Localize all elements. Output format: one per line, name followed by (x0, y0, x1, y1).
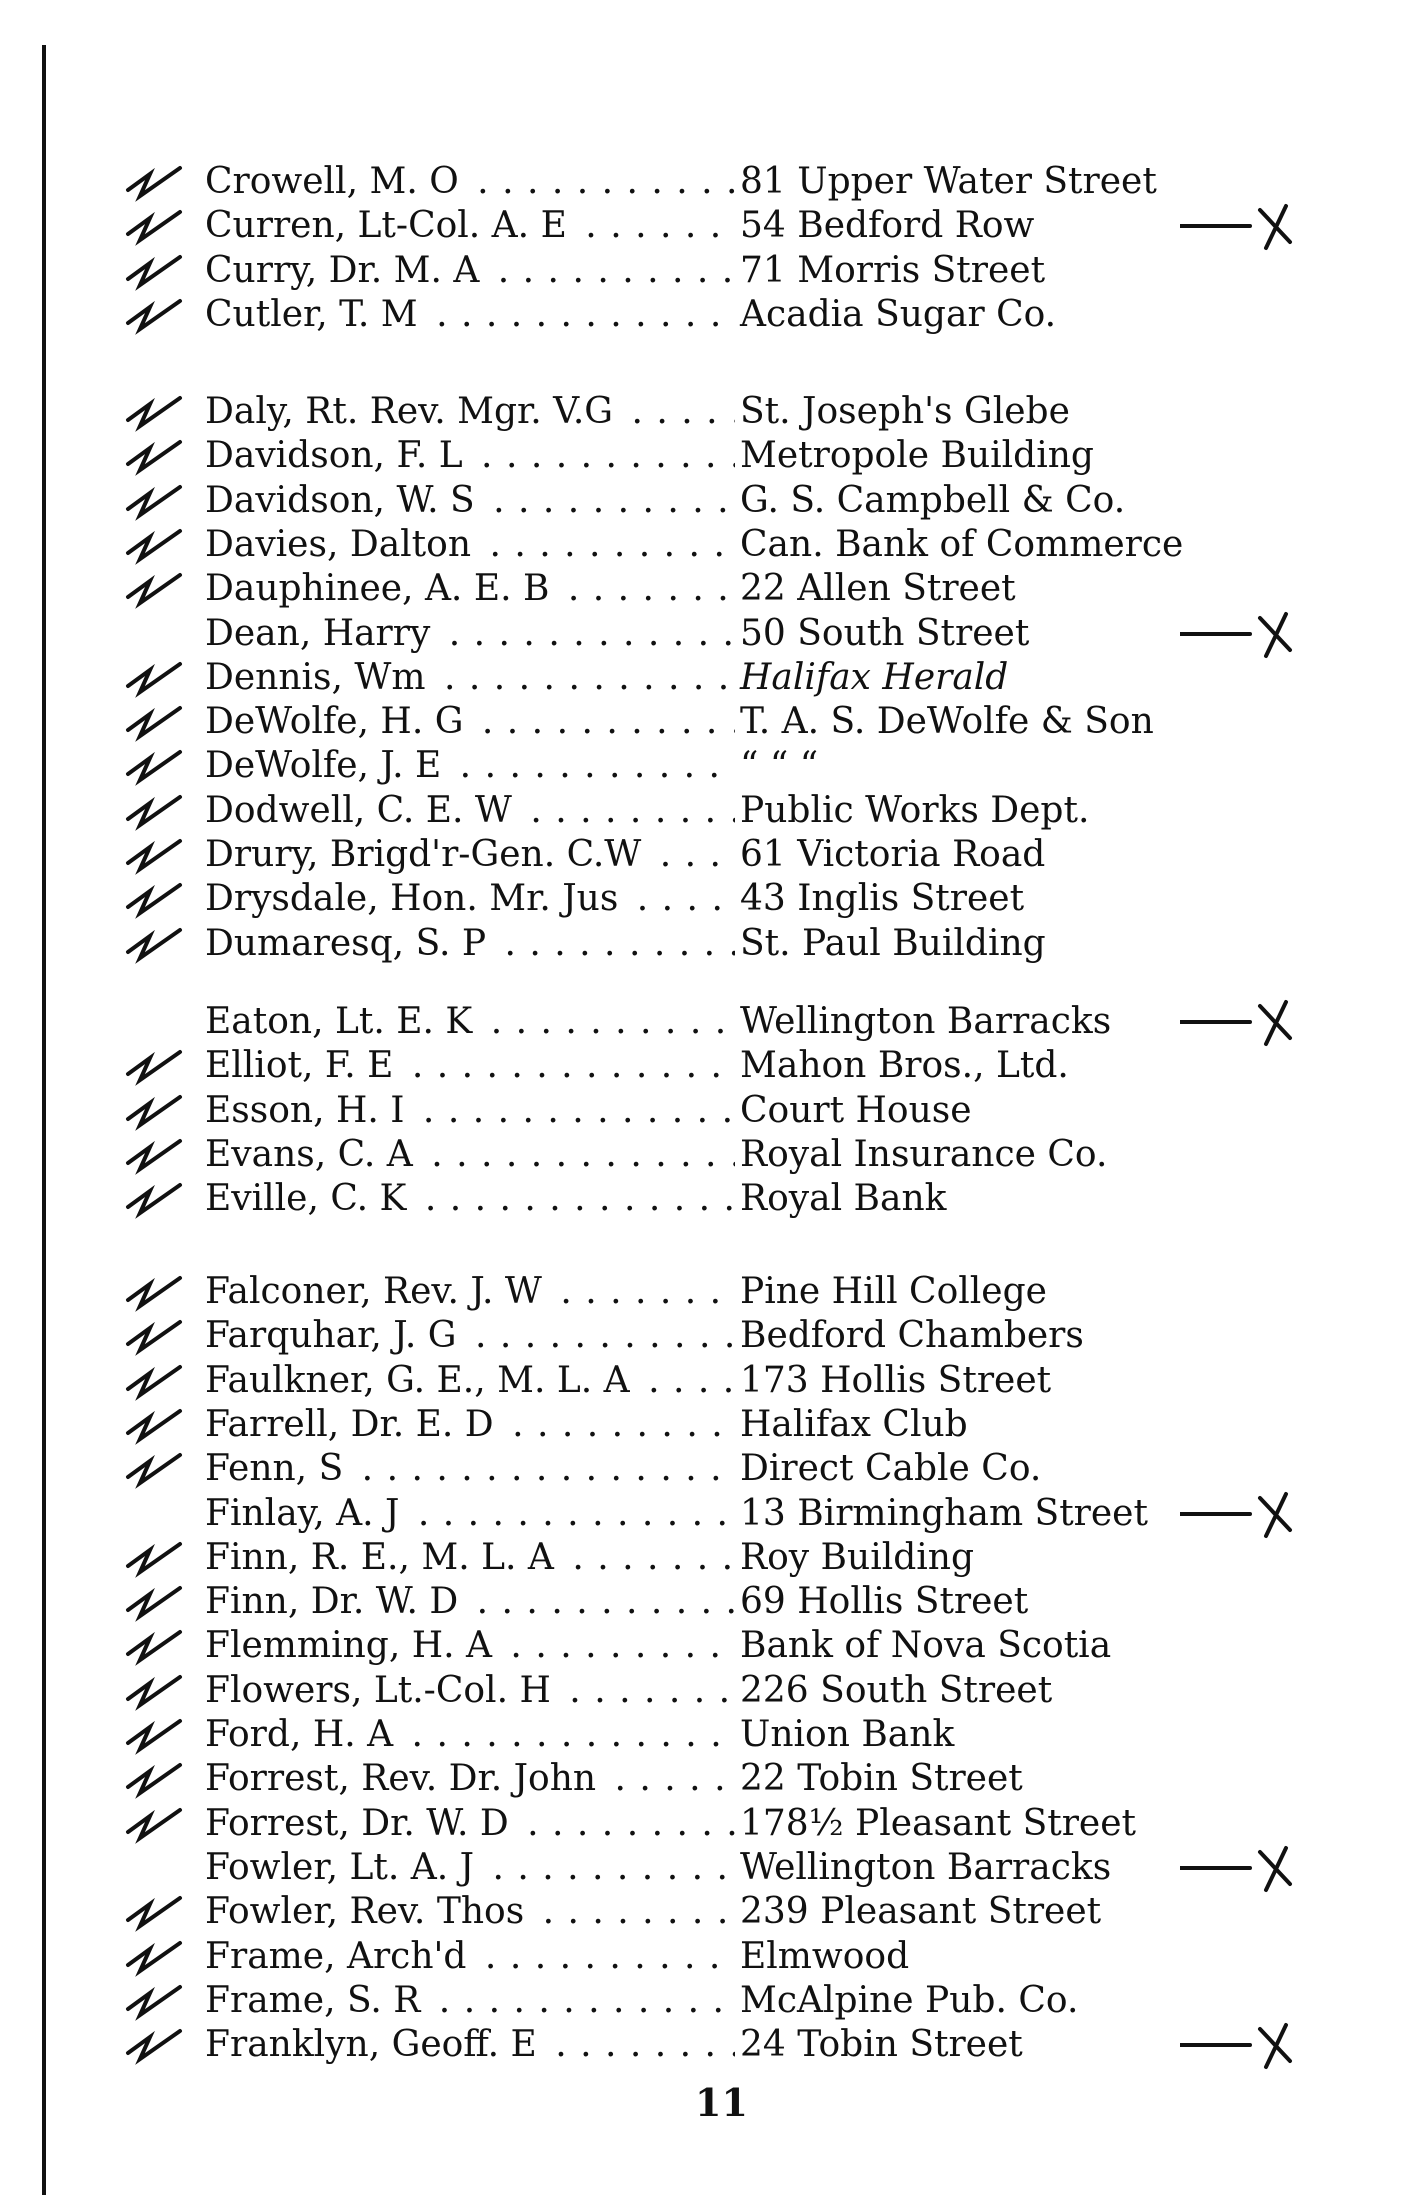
entry-address: Wellington Barracks (740, 1846, 1112, 1888)
entry-name (205, 922, 735, 966)
handwritten-check-mark (120, 789, 190, 833)
entry-name (205, 1133, 735, 1177)
directory-entry (0, 1089, 1423, 1133)
entry-name-text: Ford, H. A (205, 1714, 399, 1755)
entry-address: G. S. Campbell & Co. (740, 479, 1126, 521)
entry-address: T. A. S. DeWolfe & Son (740, 701, 1154, 743)
handwritten-check-mark (120, 567, 190, 611)
entry-address: Pine Hill College (740, 1271, 1047, 1312)
entry-address: St. Paul Building (740, 922, 1046, 964)
entry-name (205, 1314, 735, 1358)
entry-name (205, 204, 735, 248)
entry-name (205, 1089, 735, 1133)
handwritten-check-mark (120, 1089, 190, 1133)
handwritten-check-mark (120, 1624, 190, 1668)
entry-name (205, 744, 735, 788)
entry-name (205, 1713, 735, 1757)
entry-name (205, 2023, 735, 2067)
entry-address: Public Works Dept. (740, 789, 1090, 831)
directory-entry (0, 1536, 1423, 1580)
entry-name-text: Evans, C. A (205, 1134, 419, 1175)
entry-address: 239 Pleasant Street (740, 1891, 1102, 1933)
entry-name (205, 1935, 735, 1979)
entry-address: 22 Tobin Street (740, 1758, 1023, 1800)
handwritten-check-mark (120, 1580, 190, 1624)
handwritten-check-mark (120, 2023, 190, 2067)
entry-address: 226 South Street (740, 1669, 1053, 1711)
entry-address: Can. Bank of Commerce (740, 523, 1184, 565)
directory-entry (0, 1757, 1423, 1801)
handwritten-check-mark (120, 922, 190, 966)
entry-address: Mahon Bros., Ltd. (740, 1045, 1069, 1087)
entry-name-text: Forrest, Rev. Dr. John (205, 1758, 602, 1799)
entry-name (205, 1492, 735, 1536)
entry-name (205, 434, 735, 478)
directory-entry (0, 1713, 1423, 1757)
page-number: 11 (695, 2080, 748, 2125)
directory-entry (0, 1359, 1423, 1403)
entry-address: Bedford Chambers (740, 1315, 1084, 1357)
directory-entry (0, 1133, 1423, 1177)
entry-address: 61 Victoria Road (740, 834, 1046, 875)
handwritten-check-mark (120, 390, 190, 434)
handwritten-check-mark (120, 744, 190, 788)
directory-entry (0, 204, 1423, 248)
entry-name (205, 1757, 735, 1801)
entry-address: 173 Hollis Street (740, 1359, 1052, 1401)
directory-entry (0, 523, 1423, 567)
directory-entry (0, 1177, 1423, 1221)
entry-address: Union Bank (740, 1714, 955, 1755)
entry-name-text: Forrest, Dr. W. D (205, 1803, 515, 1844)
entry-name-text: Dodwell, C. E. W (205, 790, 518, 831)
handwritten-cross-mark (1180, 992, 1300, 1052)
directory-entry (0, 1044, 1423, 1088)
directory-entry (0, 1403, 1423, 1447)
handwritten-cross-mark (1180, 2015, 1300, 2075)
entry-name-text: Frame, S. R (205, 1980, 426, 2021)
entry-name-text: Finlay, A. J (205, 1493, 405, 1534)
entry-name (205, 1536, 735, 1580)
entry-address: 81 Upper Water Street (740, 161, 1157, 202)
entry-address: Direct Cable Co. (740, 1448, 1042, 1490)
entry-address: Royal Bank (740, 1178, 947, 1220)
entry-name-text: Eaton, Lt. E. K (205, 1001, 478, 1042)
handwritten-check-mark (120, 1757, 190, 1801)
entry-name-text: Franklyn, Geoff. E (205, 2024, 543, 2065)
entry-name (205, 1177, 735, 1221)
handwritten-check-mark (120, 833, 190, 877)
entry-name (205, 700, 735, 744)
entry-name (205, 656, 735, 700)
entry-name (205, 1044, 735, 1088)
entry-name-text: Crowell, M. O (205, 161, 465, 202)
entry-address: Roy Building (740, 1536, 975, 1578)
entry-name-text: Finn, Dr. W. D (205, 1581, 464, 1622)
entry-name (205, 479, 735, 523)
entry-name-text: Esson, H. I (205, 1090, 410, 1131)
directory-entry (0, 1846, 1423, 1890)
entry-name-text: DeWolfe, J. E (205, 745, 447, 786)
directory-entry (0, 1624, 1423, 1668)
entry-name-text: Eville, C. K (205, 1178, 412, 1219)
entry-address: 69 Hollis Street (740, 1581, 1029, 1623)
handwritten-check-mark (120, 1447, 190, 1491)
handwritten-check-mark (120, 877, 190, 921)
handwritten-check-mark (120, 1270, 190, 1314)
entry-address: 71 Morris Street (740, 249, 1046, 291)
entry-name-text: Curren, Lt-Col. A. E (205, 205, 573, 246)
handwritten-cross-mark (1180, 1838, 1300, 1898)
entry-name (205, 833, 735, 877)
handwritten-check-mark (120, 1133, 190, 1177)
entry-name-text: Drury, Brigd'r-Gen. C.W (205, 834, 647, 875)
handwritten-check-mark (120, 1890, 190, 1934)
handwritten-cross-mark (1180, 1484, 1300, 1544)
handwritten-check-mark (120, 293, 190, 337)
handwritten-check-mark (120, 1669, 190, 1713)
directory-entry (0, 479, 1423, 523)
entry-name-text: DeWolfe, H. G (205, 701, 469, 742)
entry-address: Elmwood (740, 1935, 910, 1977)
handwritten-check-mark (120, 700, 190, 744)
entry-name-text: Fenn, S (205, 1448, 349, 1489)
handwritten-check-mark (120, 1802, 190, 1846)
entry-name-text: Farquhar, J. G (205, 1315, 463, 1356)
handwritten-check-mark (120, 1044, 190, 1088)
entry-name-text: Farrell, Dr. E. D (205, 1404, 500, 1445)
entry-name-text: Dean, Harry (205, 613, 436, 654)
entry-name (205, 293, 735, 337)
entry-address: Royal Insurance Co. (740, 1133, 1108, 1175)
handwritten-check-mark (120, 1979, 190, 2023)
entry-name (205, 1403, 735, 1447)
directory-entry (0, 1492, 1423, 1536)
entry-name (205, 1669, 735, 1713)
entry-name (205, 160, 735, 204)
entry-name (205, 789, 735, 833)
directory-entry (0, 656, 1423, 700)
handwritten-check-mark (120, 1935, 190, 1979)
directory-entry (0, 1000, 1423, 1044)
entry-name (205, 390, 735, 434)
entry-name-text: Davidson, F. L (205, 435, 469, 476)
handwritten-check-mark (120, 434, 190, 478)
entry-name (205, 1447, 735, 1491)
entry-name-text: Elliot, F. E (205, 1045, 399, 1086)
entry-name-text: Faulkner, G. E., M. L. A (205, 1360, 636, 1401)
entry-address: Wellington Barracks (740, 1001, 1112, 1042)
entry-name-text: Flowers, Lt.-Col. H (205, 1670, 557, 1711)
entry-address: Bank of Nova Scotia (740, 1625, 1112, 1667)
directory-entry (0, 293, 1423, 337)
directory-entry (0, 434, 1423, 478)
directory-entry (0, 390, 1423, 434)
handwritten-check-mark (120, 160, 190, 204)
directory-entry (0, 700, 1423, 744)
entry-address: 22 Allen Street (740, 568, 1016, 610)
entry-name-text: Davies, Dalton (205, 524, 477, 565)
directory-entry (0, 744, 1423, 788)
directory-entry (0, 1890, 1423, 1934)
handwritten-check-mark (120, 1359, 190, 1403)
handwritten-check-mark (120, 479, 190, 523)
entry-address: 178½ Pleasant Street (740, 1802, 1136, 1844)
handwritten-cross-mark (1180, 196, 1300, 256)
directory-entry (0, 1935, 1423, 1979)
entry-name-text: Daly, Rt. Rev. Mgr. V.G (205, 391, 619, 432)
entry-name-text: Cutler, T. M (205, 294, 424, 335)
entry-name-text: Frame, Arch'd (205, 1936, 472, 1977)
entry-address: Acadia Sugar Co. (740, 293, 1057, 335)
handwritten-check-mark (120, 1536, 190, 1580)
entry-name (205, 1624, 735, 1668)
directory-entry (0, 789, 1423, 833)
entry-name-text: Fowler, Rev. Thos (205, 1891, 530, 1932)
directory-entry (0, 2023, 1423, 2067)
entry-address: 54 Bedford Row (740, 205, 1035, 247)
entry-address: McAlpine Pub. Co. (740, 1979, 1079, 2021)
entry-name (205, 1000, 735, 1044)
handwritten-check-mark (120, 656, 190, 700)
entry-address: 43 Inglis Street (740, 878, 1025, 920)
entry-name (205, 523, 735, 567)
entry-name (205, 877, 735, 921)
handwritten-check-mark (120, 1177, 190, 1221)
entry-name (205, 1359, 735, 1403)
entry-name-text: Finn, R. E., M. L. A (205, 1537, 560, 1578)
directory-entry (0, 877, 1423, 921)
entry-name (205, 567, 735, 611)
handwritten-check-mark (120, 1314, 190, 1358)
directory-entry (0, 1314, 1423, 1358)
entry-name (205, 1890, 735, 1934)
entry-address: Metropole Building (740, 435, 1094, 477)
entry-name-text: Fowler, Lt. A. J (205, 1847, 480, 1888)
entry-name (205, 1846, 735, 1890)
entry-address: Court House (740, 1089, 972, 1131)
handwritten-cross-mark (1180, 604, 1300, 664)
entry-name-text: Drysdale, Hon. Mr. Jus (205, 878, 624, 919)
handwritten-check-mark (120, 204, 190, 248)
entry-address: 50 South Street (740, 612, 1030, 654)
handwritten-check-mark (120, 523, 190, 567)
handwritten-check-mark (120, 1403, 190, 1447)
handwritten-check-mark (120, 1713, 190, 1757)
entry-name-text: Flemming, H. A (205, 1625, 498, 1666)
directory-entry (0, 833, 1423, 877)
entry-name (205, 1270, 735, 1314)
directory-entry (0, 612, 1423, 656)
entry-address: St. Joseph's Glebe (740, 391, 1070, 432)
entry-name (205, 249, 735, 293)
entry-name-text: Curry, Dr. M. A (205, 250, 485, 291)
entry-address: 13 Birmingham Street (740, 1492, 1148, 1534)
handwritten-check-mark (120, 249, 190, 293)
entry-address: Halifax Club (740, 1403, 968, 1445)
entry-name-text: Falconer, Rev. J. W (205, 1271, 548, 1312)
directory-entry (0, 249, 1423, 293)
directory-entry (0, 1270, 1423, 1314)
entry-name (205, 1580, 735, 1624)
entry-address: 24 Tobin Street (740, 2024, 1023, 2066)
entry-name (205, 1979, 735, 2023)
entry-name (205, 612, 735, 656)
entry-address: Halifax Herald (740, 656, 1009, 698)
entry-name (205, 1802, 735, 1846)
directory-entry (0, 1669, 1423, 1713)
entry-name-text: Dumaresq, S. P (205, 923, 492, 964)
directory-entry (0, 922, 1423, 966)
entry-address: “ “ “ (740, 745, 819, 787)
entry-name-text: Dauphinee, A. E. B (205, 568, 555, 609)
entry-name-text: Dennis, Wm (205, 657, 432, 698)
entry-name-text: Davidson, W. S (205, 480, 481, 521)
directory-entry (0, 1580, 1423, 1624)
